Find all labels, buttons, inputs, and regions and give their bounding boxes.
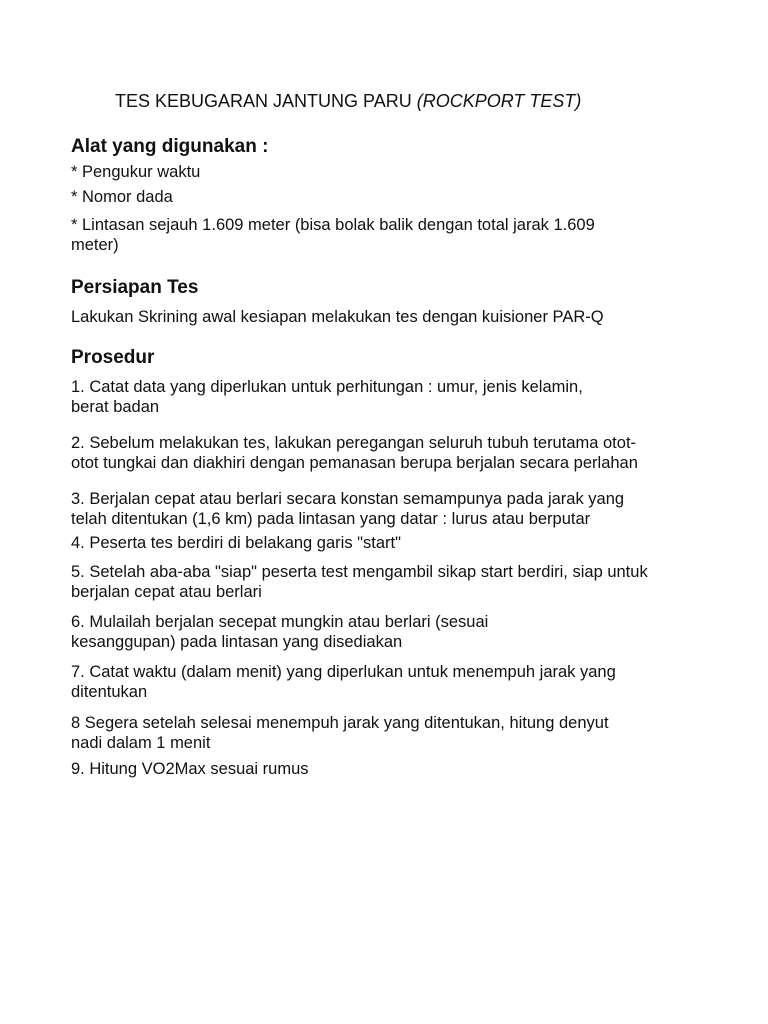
alat-item: * Pengukur waktu	[71, 163, 201, 181]
prosedur-step: 7. Catat waktu (dalam menit) yang diperlukan untuk menempuh jarak yang ditentukan	[71, 663, 616, 701]
prosedur-step: 8 Segera setelah selesai menempuh jarak yang ditentukan, hitung denyut nadi dalam 1 menit	[71, 714, 609, 752]
document-title	[115, 88, 671, 114]
persiapan-text: Lakukan Skrining awal kesiapan melakukan tes dengan kuisioner PAR-Q	[71, 308, 604, 326]
alat-heading: Alat yang digunakan :	[71, 136, 269, 157]
prosedur-step: 4. Peserta tes berdiri di belakang garis "start"	[71, 534, 401, 552]
document-page	[71, 88, 671, 779]
prosedur-step: 3. Berjalan cepat atau berlari secara konstan semampunya pada jarak yang telah ditentukan (1,6 km) pada lintasan yang datar : lurus atau berputar	[71, 490, 625, 528]
prosedur-step: 1. Catat data yang diperlukan untuk perhitungan : umur, jenis kelamin, berat badan	[71, 378, 583, 416]
alat-item: * Nomor dada	[71, 188, 173, 206]
prosedur-step: 5. Setelah aba-aba "siap" peserta test mengambil sikap start berdiri, siap untuk berjalan cepat atau berlari	[71, 563, 648, 601]
prosedur-step: 6. Mulailah berjalan secepat mungkin atau berlari (sesuai kesanggupan) pada lintasan yang disediakan	[71, 613, 489, 651]
prosedur-heading: Prosedur	[71, 347, 155, 368]
title-main: TES KEBUGARAN JANTUNG PARU	[115, 91, 417, 111]
persiapan-heading: Persiapan Tes	[71, 277, 199, 298]
prosedur-step: 2. Sebelum melakukan tes, lakukan peregangan seluruh tubuh terutama otot-otot tungkai dan diakhiri dengan pemanasan berupa berjalan secara perlahan	[71, 434, 638, 472]
title-italic: (ROCKPORT TEST)	[416, 91, 582, 111]
alat-item: * Lintasan sejauh 1.609 meter (bisa bolak balik dengan total jarak 1.609 meter)	[71, 216, 595, 254]
prosedur-step: 9. Hitung VO2Max sesuai rumus	[71, 760, 309, 778]
